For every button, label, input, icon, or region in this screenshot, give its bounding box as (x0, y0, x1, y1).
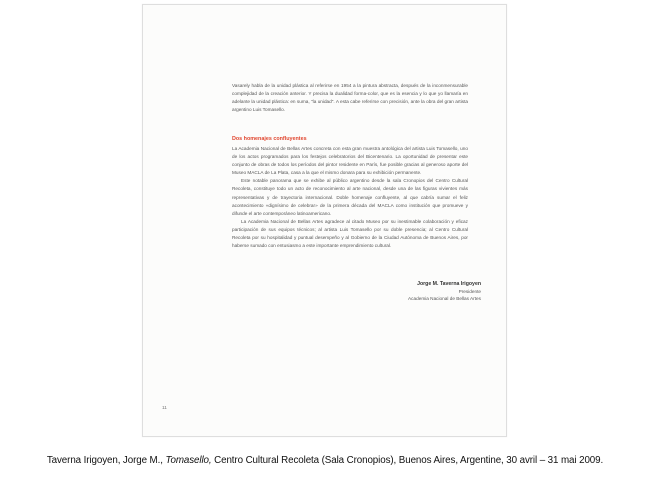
section-heading: Dos homenajes confluyentes (232, 136, 307, 142)
signature-role: Presidente (458, 289, 481, 294)
scanned-page (142, 4, 507, 437)
page-number: 11 (162, 406, 167, 411)
intro-text: Vasarely habla de la unidad plástica al referirse en 1954 a la pintura abstracta, después de la inconmensurable complejidad de la creación anterior. Y precisa la dualidad forma-color, que es la esencia y lo que yo llamaría en adelante la unidad plástica: en suma, "la unidad". A esta cabe referirse con precisión, ante la obra del gran artista argentino Luis Tomasello. (232, 83, 468, 113)
signature-name: Jorge M. Taverna Irigoyen (417, 281, 481, 287)
signature-block (408, 281, 481, 302)
paragraph-1: La Academia Nacional de Bellas Artes concreta con esta gran muestra antológica del artista Luis Tomasello, uno de los actos programados para los festejos celebratorios del Bicentenario. La oportunidad de presentar este conjunto de obras de todos los períodos del pintor residente en París, fue posible gracias al generoso aporte del Museo MACLA de La Plata, casa a la que el mismo donara para su exhibición permanente. (232, 146, 468, 176)
caption-details: Centro Cultural Recoleta (Sala Cronopios), Buenos Aires, Argentine, 30 avril – 31 mai 2009. (211, 455, 604, 466)
intro-paragraph (232, 82, 468, 114)
caption-title: Tomasello, (165, 455, 212, 466)
paragraph-3: La Academia Nacional de Bellas Artes agradece al citado Museo por su inestimable colaboración y eficaz participación de sus equipos técnicos; al artista Luis Tomasello por su doble presencia; al Centro Cultural Recoleta por su hospitalidad y puntual desempeño y al Gobierno de la Ciudad Autónoma de Buenos Aires, por haberse sumado con entusiasmo a este importante emprendimiento cultural. (232, 218, 468, 249)
body-text (232, 145, 468, 250)
caption-author: Taverna Irigoyen, Jorge M., (46, 455, 166, 466)
paragraph-2: Este notable panorama que se exhibe al público argentino desde la sala Cronopios del Centro Cultural Recoleta, constituye todo un acto de reconocimiento al arte nacional, desde una de las figuras vivientes más representativas y de trayectoria internacional. Doble homenaje confluyente, al que cabría sumar el feliz acontecimiento «dignísimo de celebrar» de la primera década del MACLA como institución que promueve y difunde el arte contemporáneo latinoamericano. (232, 178, 468, 216)
signature-institution: Academia Nacional de Bellas Artes (408, 296, 481, 301)
image-caption (0, 455, 650, 466)
